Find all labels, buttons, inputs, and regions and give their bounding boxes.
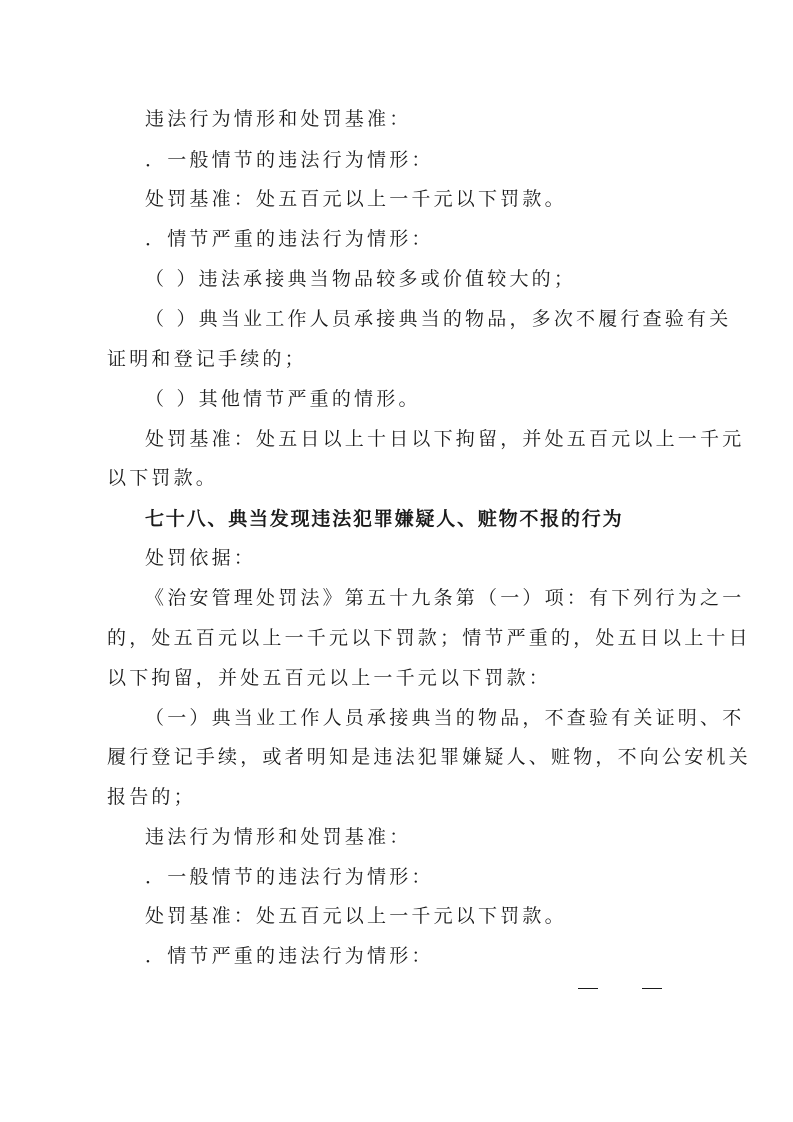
paragraph-line: 报告的；: [107, 786, 196, 808]
list-item: （ ）其他情节严重的情形。: [145, 388, 421, 410]
footer-dash-right: [642, 988, 662, 989]
footer-dash-left: [578, 988, 598, 989]
subheading: ．一般情节的违法行为情形：: [145, 149, 434, 171]
section-heading: 违法行为情形和处罚基准：: [145, 108, 412, 130]
subheading: ．情节严重的违法行为情形：: [145, 228, 434, 250]
paragraph-line: 履行登记手续，或者明知是违法犯罪嫌疑人、赃物，不向公安机关: [107, 746, 751, 768]
subheading: ．一般情节的违法行为情形：: [145, 866, 434, 888]
paragraph-line: 《治安管理处罚法》第五十九条第（一）项：有下列行为之一: [145, 587, 745, 609]
subheading: ．情节严重的违法行为情形：: [145, 945, 434, 967]
article-title: 七十八、典当发现违法犯罪嫌疑人、赃物不报的行为: [145, 508, 624, 530]
paragraph-line: 处罚基准：处五百元以上一千元以下罚款。: [145, 188, 567, 210]
section-heading: 违法行为情形和处罚基准：: [145, 826, 412, 848]
page-number-footer: [578, 976, 662, 998]
paragraph-line: 证明和登记手续的；: [107, 348, 307, 370]
paragraph-line: 的，处五百元以上一千元以下罚款；情节严重的，处五日以上十日: [107, 627, 751, 649]
list-item: （一）典当业工作人员承接典当的物品，不查验有关证明、不: [145, 707, 745, 729]
section-heading: 处罚依据：: [145, 547, 257, 569]
paragraph-line: 以下罚款。: [107, 467, 219, 489]
list-item: （ ）违法承接典当物品较多或价值较大的；: [145, 268, 577, 290]
paragraph-line: 处罚基准：处五日以上十日以下拘留，并处五百元以上一千元: [145, 428, 745, 450]
list-item: （ ）典当业工作人员承接典当的物品，多次不履行查验有关: [145, 308, 732, 330]
paragraph-line: 处罚基准：处五百元以上一千元以下罚款。: [145, 905, 567, 927]
paragraph-line: 以下拘留，并处五百元以上一千元以下罚款：: [107, 667, 552, 689]
